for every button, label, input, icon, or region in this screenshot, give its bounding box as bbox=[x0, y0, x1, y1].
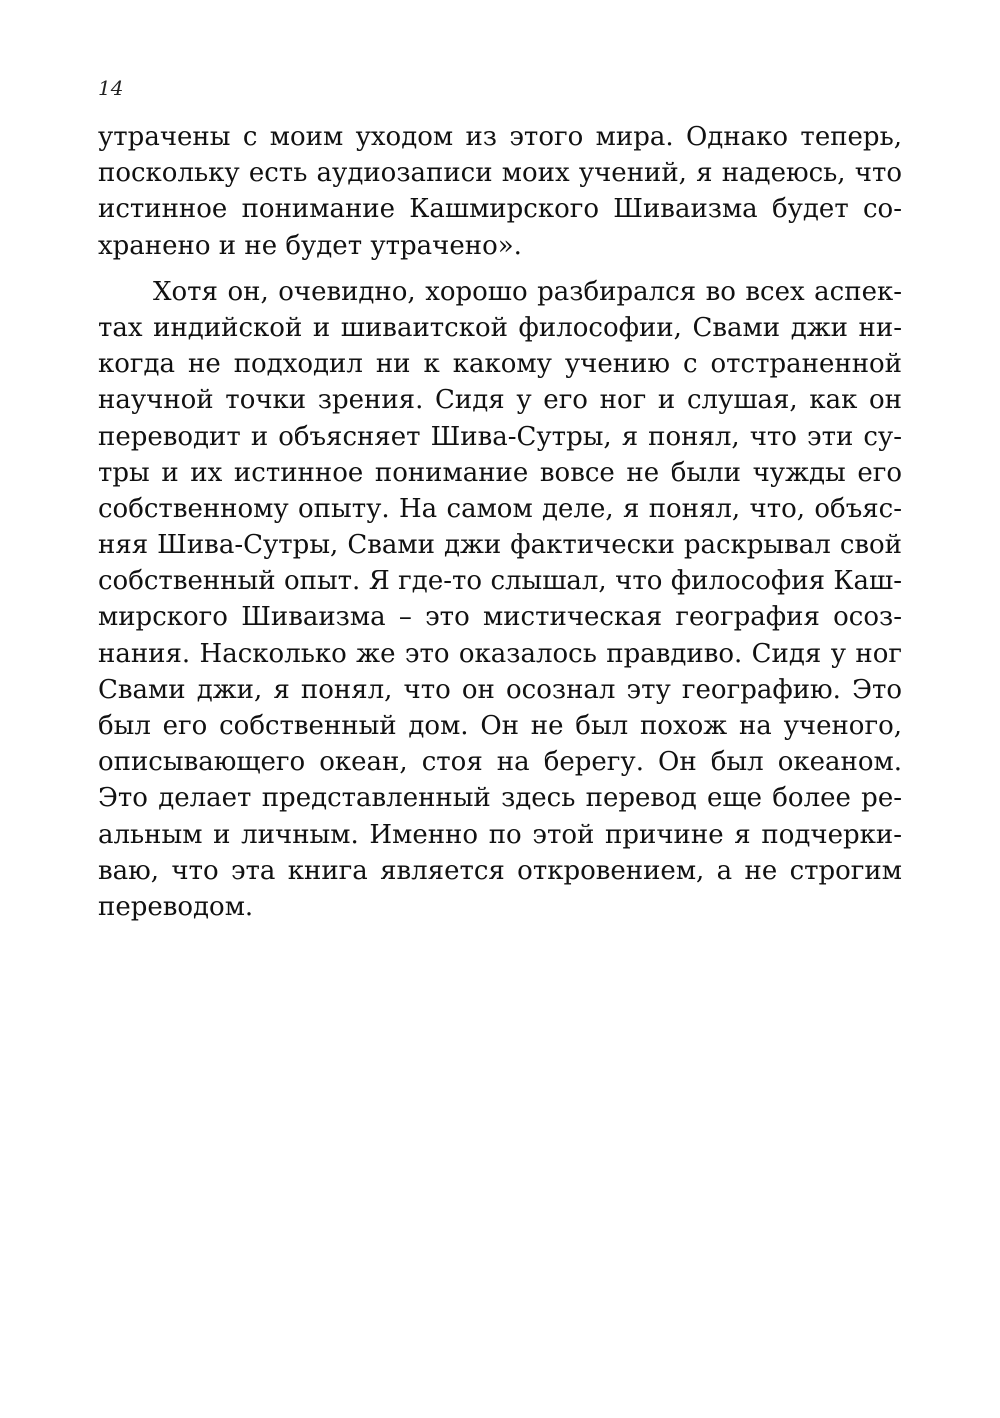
paragraph-2 bbox=[98, 274, 902, 925]
text-line: научной точки зрения. Сидя у его ног и слушая, как он bbox=[98, 385, 902, 416]
text-line: тры и их истинное понимание вовсе не были чужды его bbox=[98, 457, 902, 488]
text-line: собственный опыт. Я где-то слышал, что философия Каш- bbox=[98, 566, 902, 597]
text-line: утрачены с моим уходом из этого мира. Однако теперь, bbox=[98, 122, 902, 152]
body-text bbox=[98, 119, 902, 925]
text-line: альным и личным. Именно по этой причине я подчерки- bbox=[98, 819, 902, 850]
text-line: мирского Шиваизма – это мистическая география осоз- bbox=[98, 602, 902, 633]
text-line: хранено и не будет утрачено». bbox=[98, 230, 522, 261]
paragraph-1 bbox=[98, 119, 902, 264]
text-line: тах индийской и шиваитской философии, Свами джи ни- bbox=[98, 312, 902, 343]
text-line: нания. Насколько же это оказалось правдиво. Сидя у ног bbox=[98, 638, 902, 669]
paragraph-gap bbox=[98, 264, 902, 274]
text-line: собственному опыту. На самом деле, я понял, что, объяс- bbox=[98, 493, 902, 524]
text-line: переводит и объясняет Шива-Сутры, я понял, что эти су- bbox=[98, 421, 902, 452]
page-number: 14 bbox=[98, 76, 124, 100]
text-line: Свами джи, я понял, что он осознал эту географию. Это bbox=[98, 674, 902, 705]
text-line: няя Шива-Сутры, Свами джи фактически раскрывал свой bbox=[98, 530, 902, 561]
text-line: поскольку есть аудиозаписи моих учений, я надеюсь, что bbox=[98, 158, 902, 189]
text-line: Хотя он, очевидно, хорошо разбирался во всех аспек- bbox=[153, 276, 902, 307]
text-line: ваю, что эта книга является откровением, а не строгим bbox=[98, 855, 902, 886]
text-line: истинное понимание Кашмирского Шиваизма будет со- bbox=[98, 194, 902, 225]
text-line: описывающего океан, стоя на берегу. Он был океаном. bbox=[98, 747, 902, 778]
text-line: Это делает представленный здесь перевод еще более ре- bbox=[98, 783, 902, 814]
text-line: когда не подходил ни к какому учению с отстраненной bbox=[98, 349, 902, 380]
text-line: переводом. bbox=[98, 891, 254, 922]
text-line: был его собственный дом. Он не был похож на ученого, bbox=[98, 711, 902, 741]
